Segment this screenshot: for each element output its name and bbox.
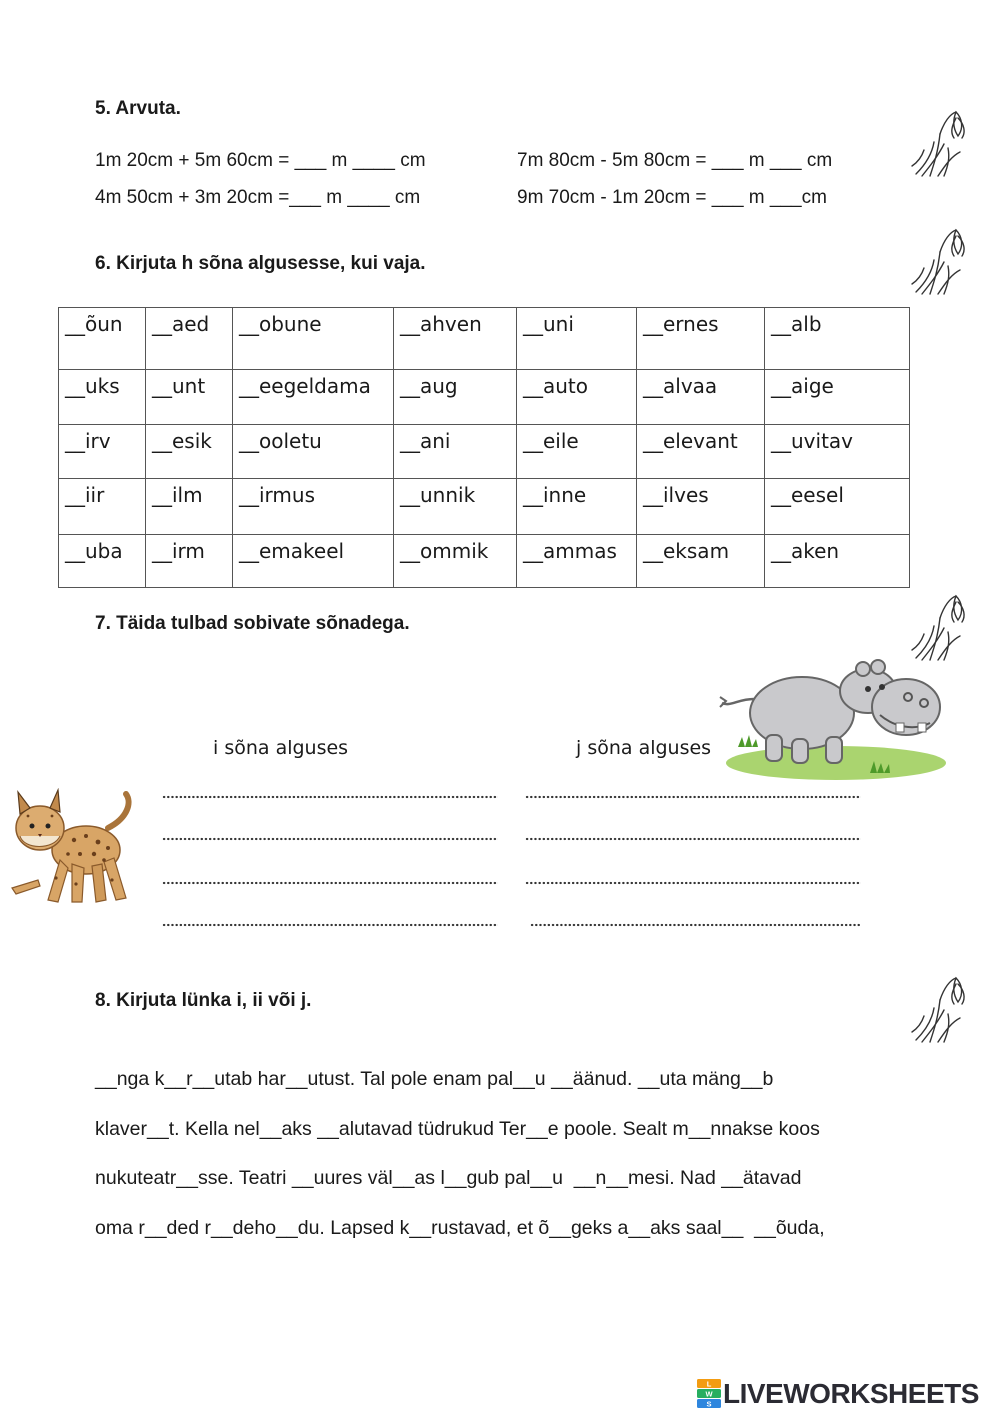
fill-in-line-4: oma r__ded r__deho__du. Lapsed k__rustavad, et õ__geks a__aks saal__ __õuda, xyxy=(95,1217,825,1239)
calc-line-4: 9m 70cm - 1m 20cm = ___ m ___cm xyxy=(517,187,827,208)
table-cell[interactable]: __ernes xyxy=(637,308,765,370)
table-cell[interactable]: __alb xyxy=(765,308,910,370)
table-cell[interactable]: __eesel xyxy=(765,479,910,535)
table-cell[interactable]: __aige xyxy=(765,370,910,425)
table-cell[interactable]: __ooletu xyxy=(233,425,394,479)
table-cell[interactable]: __elevant xyxy=(637,425,765,479)
snowdrop-icon xyxy=(908,222,970,298)
calc-line-1: 1m 20cm + 5m 60cm = ___ m ____ cm xyxy=(95,150,426,171)
snowdrop-icon xyxy=(908,588,970,664)
liveworksheets-logo xyxy=(697,1378,979,1410)
table-cell[interactable]: __ilm xyxy=(146,479,233,535)
table-cell[interactable]: __irm xyxy=(146,535,233,588)
answer-line[interactable] xyxy=(162,794,498,800)
table-cell[interactable]: __alvaa xyxy=(637,370,765,425)
table-cell[interactable]: __õun xyxy=(59,308,146,370)
table-row xyxy=(59,535,910,588)
answer-line[interactable] xyxy=(162,880,498,886)
table-cell[interactable]: __iir xyxy=(59,479,146,535)
fill-in-line-1: __nga k__r__utab har__utust. Tal pole enam pal__u __äänud. __uta mäng__b xyxy=(95,1068,774,1090)
column-heading-j: j sõna alguses xyxy=(576,737,712,759)
section-8-title: 8. Kirjuta lünka i, ii või j. xyxy=(95,990,312,1011)
table-cell[interactable]: __uni xyxy=(517,308,637,370)
logo-letter-l: L xyxy=(706,1379,712,1389)
table-cell[interactable]: __esik xyxy=(146,425,233,479)
table-cell[interactable]: __uks xyxy=(59,370,146,425)
table-cell[interactable]: __aug xyxy=(394,370,517,425)
logo-letter-s: S xyxy=(706,1399,712,1409)
table-cell[interactable]: __uvitav xyxy=(765,425,910,479)
word-table xyxy=(58,307,910,588)
table-cell[interactable]: __ommik xyxy=(394,535,517,588)
table-cell[interactable]: __irmus xyxy=(233,479,394,535)
answer-line[interactable] xyxy=(162,836,498,842)
snowdrop-icon xyxy=(908,104,970,180)
column-heading-i: i sõna alguses xyxy=(213,737,349,759)
answer-line[interactable] xyxy=(530,922,861,928)
answer-line[interactable] xyxy=(525,880,861,886)
answer-line[interactable] xyxy=(162,922,498,928)
table-cell[interactable]: __eegeldama xyxy=(233,370,394,425)
table-cell[interactable]: __emakeel xyxy=(233,535,394,588)
calc-line-3: 4m 50cm + 3m 20cm =___ m ____ cm xyxy=(95,187,421,208)
section-6-title: 6. Kirjuta h sõna algusesse, kui vaja. xyxy=(95,253,426,274)
table-row xyxy=(59,479,910,535)
fill-in-line-2: klaver__t. Kella nel__aks __alutavad tüdrukud Ter__e poole. Sealt m__nnakse koos xyxy=(95,1118,820,1140)
answer-line[interactable] xyxy=(525,794,861,800)
table-row xyxy=(59,425,910,479)
table-cell[interactable]: __aed xyxy=(146,308,233,370)
table-cell[interactable]: __uba xyxy=(59,535,146,588)
table-cell[interactable]: __eksam xyxy=(637,535,765,588)
calc-line-2: 7m 80cm - 5m 80cm = ___ m ___ cm xyxy=(517,150,833,171)
table-cell[interactable]: __inne xyxy=(517,479,637,535)
section-5-title: 5. Arvuta. xyxy=(95,98,181,119)
table-cell[interactable]: __ani xyxy=(394,425,517,479)
table-cell[interactable]: __ammas xyxy=(517,535,637,588)
brand-name: LIVEWORKSHEETS xyxy=(723,1378,979,1409)
table-cell[interactable]: __eile xyxy=(517,425,637,479)
answer-line[interactable] xyxy=(525,836,861,842)
logo-letter-w: W xyxy=(705,1389,713,1399)
table-cell[interactable]: __aken xyxy=(765,535,910,588)
table-cell[interactable]: __auto xyxy=(517,370,637,425)
fill-in-line-3: nukuteatr__sse. Teatri __uures väl__as l__gub pal__u __n__mesi. Nad __ätavad xyxy=(95,1167,802,1189)
section-7-title: 7. Täida tulbad sobivate sõnadega. xyxy=(95,613,410,634)
snowdrop-icon xyxy=(908,970,970,1046)
table-cell[interactable]: __irv xyxy=(59,425,146,479)
table-cell[interactable]: __obune xyxy=(233,308,394,370)
table-cell[interactable]: __unt xyxy=(146,370,233,425)
liveworksheets-logo-icon xyxy=(697,1379,723,1409)
hippo-illustration xyxy=(718,655,950,783)
lynx-illustration xyxy=(8,788,136,913)
table-cell[interactable]: __unnik xyxy=(394,479,517,535)
table-cell[interactable]: __ilves xyxy=(637,479,765,535)
table-row xyxy=(59,370,910,425)
table-row xyxy=(59,308,910,370)
table-cell[interactable]: __ahven xyxy=(394,308,517,370)
